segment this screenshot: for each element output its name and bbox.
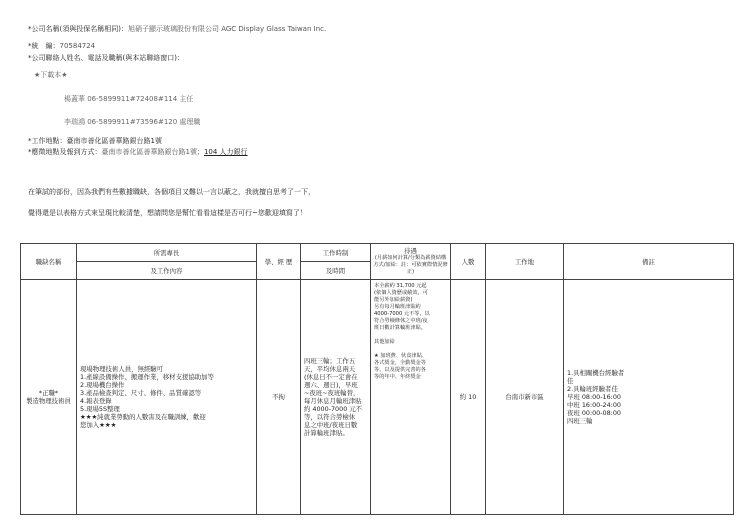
benefit-line: 本全薪約 31,700 元起 [374,283,427,289]
remark-line: 夜班 00:00-08:00 [567,409,621,417]
company-value: 旭硝子顯示玻璃股份有限公司 AGC Display Glass Taiwan Inc. [127,25,327,33]
worktime-line: 天，平均休息兩天 [304,365,356,373]
header-worktime-top: 工作時制 [301,244,371,262]
header-benefits-subtitle: (月薪如何計算/分類為薪資結構方式/加給：註：可依實際情況修正) [373,255,448,275]
benefit-line: 符合勞檢條休之中班/夜 [374,318,428,324]
benefit-line: 能另外加給薪資) [374,297,413,303]
benefit-line [374,332,447,339]
requirement-line: 3.產品檢查判定、尺寸、條件、品質確認等 [80,389,202,397]
remark-line: 2.具輪班經驗者佳 [567,385,618,393]
benefit-line: 班日數計算輪班津貼。 [374,325,426,331]
header-benefits [371,244,451,280]
header-worktime-bottom: 及時間 [301,262,371,280]
requirement-line: 現場物理技術人員，無經驗可 [80,365,164,373]
contact-heading: *公司聯絡人姓名、電話及職稱(與本站聯絡窗口)： [28,54,184,62]
worktime-line: ~夜班~夜班輪替， [304,389,360,397]
contact-name: ★下載本★ [34,71,68,79]
interview-label: *應徵地點及報到方式： [28,148,102,156]
remark-line: 早班 08:00-16:00 [567,393,621,401]
cell-location: 台南市新市區 [486,280,564,515]
cell-requirements [77,280,257,515]
requirement-line: 您加入★★★ [80,421,117,429]
benefit-line: ★ 加班費、伙食津貼、 [374,353,427,359]
remark-line: 四班三輪 [567,417,593,425]
header-requirements-top: 所需專長 [77,244,257,262]
company-label: *公司名稱(須與投保名稱相同)： [28,25,128,33]
header-headcount: 人數 [451,244,486,280]
requirement-line: 2.現場機台操作 [80,381,125,389]
job-listing-table [20,243,734,515]
worktime-line: 每月休息月輪班津貼 [304,397,362,405]
tax-id-label: *統 編： [28,42,60,50]
benefit-line: 等的年中、年終獎金 [374,374,421,380]
cell-headcount: 約 10 [451,280,486,515]
worktime-line: 四班三輪；工作五 [304,357,356,365]
worktime-line: 計算輪班津貼。 [304,429,349,437]
remark-line: 1.具相關機台經驗者 [567,369,625,377]
interview-address: 臺南市善化區善華路銀台路1號； [101,148,204,156]
note-line-1: 在筆試的部份，因為我們有些數據職缺，各個項目又難以一言以蔽之，我就擅自思考了一下， [28,188,315,196]
benefit-line: 另有每月輪班津貼約 [374,304,421,310]
job-name-line: *正職* [38,389,59,397]
cell-job-name [21,280,77,515]
contact-phone-1: 楊蓋華 06-5899911#72408#114 主任 [64,95,194,103]
benefit-line: 4000-7000 元不等，以 [374,311,430,317]
benefit-line: 各式獎金，全勤獎金等 [374,360,426,366]
tax-id-line [28,42,95,51]
header-job-name: 職缺名稱 [21,244,77,280]
contact-phone-2: 李瑞鴻 06-5899911#73596#120 處理職 [64,118,201,126]
work-place-line: *工作地點：臺南市善化區善華路銀台路1號 [28,137,162,145]
worktime-line: (休息日不一定會在 [304,373,358,381]
cell-remarks [564,280,734,515]
header-requirements-bottom: 及工作內容 [77,262,257,280]
requirement-line: 5.現場5S整理 [80,405,120,413]
cell-education: 不拘 [257,280,301,515]
note-line-2: 覺得還是以表格方式來呈現比較清楚，想請問您是幫忙看看這樣是否可行~您歡迎填寫了！ [28,209,307,217]
header-benefits-title: 待遇 [404,247,417,255]
worktime-line: 等，以符合勞檢休 [304,413,356,421]
requirement-line: 1.產線設備操作、搬運作業，移材支援協助加等 [80,373,214,381]
header-remarks: 備註 [564,244,734,280]
cell-benefits [371,280,451,515]
benefit-line: 其他加給 [374,339,395,345]
benefit-line: 等，以及提供完善的各 [374,367,426,373]
remark-line: 中班 16:00-24:00 [567,401,621,409]
worktime-line: 息之中班/夜班日數 [304,421,358,429]
benefit-line: (依個人資歷或績效，可 [374,290,428,296]
remark-line: 佳 [567,377,574,385]
worktime-line: 約 4000-7000 元不 [304,405,363,413]
interview-channel: 104 人力銀行 [203,148,248,156]
requirement-line: ★★★純就業勞動的人數害及在職訓練，歡迎 [80,413,206,421]
benefit-line [374,346,447,353]
company-name-line [28,25,326,34]
requirement-line: 4.報表登錄 [80,397,112,405]
interview-line [28,148,248,157]
worktime-line: 週六、週日)，早班 [304,381,358,389]
tax-id-value: 70584724 [59,42,96,50]
cell-worktime [301,280,371,515]
header-education: 學、經 歷 [257,244,301,280]
header-location: 工作地 [486,244,564,280]
job-name-line: 製造物理技術員 [26,397,71,405]
